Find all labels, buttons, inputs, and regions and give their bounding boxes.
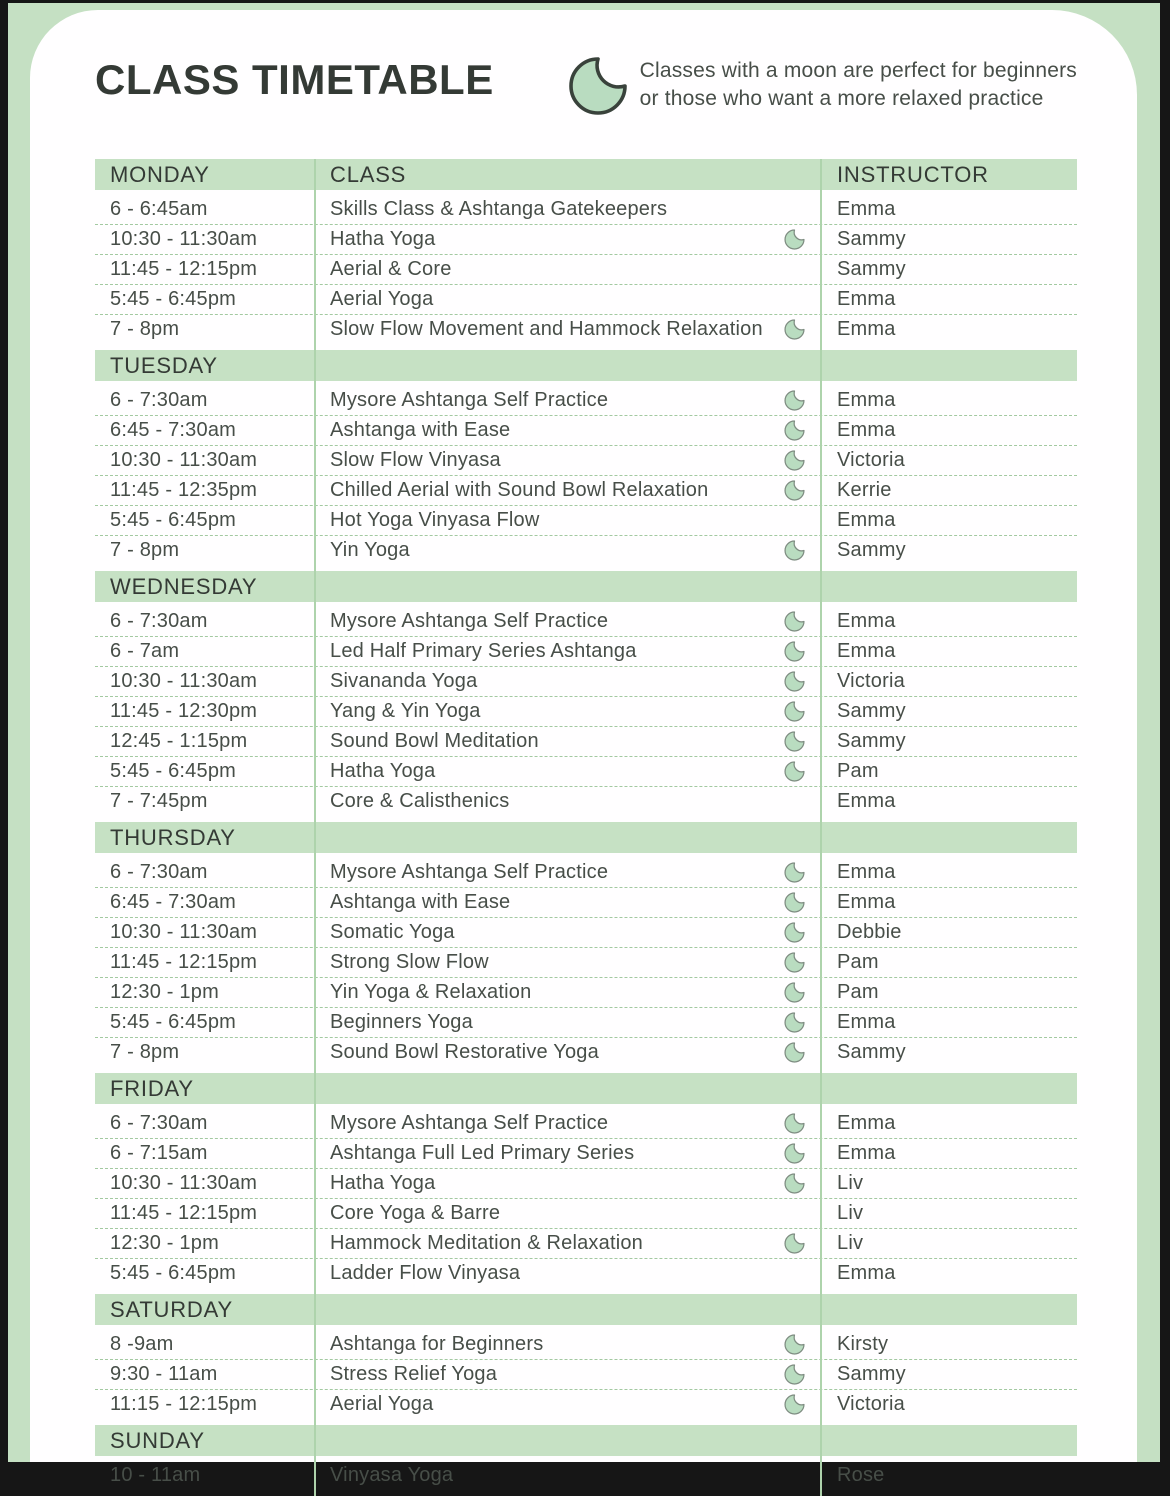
class-time: 11:45 - 12:15pm [110, 1202, 258, 1224]
class-time: 5:45 - 6:45pm [110, 288, 237, 310]
day-rows [95, 602, 1077, 822]
class-row [95, 1198, 1077, 1228]
class-row [95, 505, 1077, 535]
class-name: Hatha Yoga [330, 228, 436, 250]
instructor-name: Pam [837, 981, 879, 1003]
class-time: 10 - 11am [110, 1464, 201, 1486]
class-name: Aerial & Core [330, 258, 452, 280]
instructor-name: Sammy [837, 1363, 906, 1385]
class-name: Mysore Ashtanga Self Practice [330, 1112, 609, 1134]
class-row [95, 314, 1077, 344]
instructor-name: Emma [837, 419, 896, 441]
class-name: Sivananda Yoga [330, 670, 478, 692]
instructor-name: Emma [837, 1142, 896, 1164]
moon-icon [784, 952, 805, 973]
day-name: THURSDAY [110, 824, 236, 850]
moon-icon [784, 1173, 805, 1194]
moon-icon [784, 1143, 805, 1164]
legend-text [640, 55, 1077, 113]
instructor-column-header: INSTRUCTOR [837, 161, 989, 187]
class-time: 7 - 7:45pm [110, 790, 208, 812]
class-time: 11:45 - 12:15pm [110, 951, 258, 973]
class-row [95, 284, 1077, 314]
class-row [95, 415, 1077, 445]
class-time: 6 - 7:30am [110, 610, 208, 632]
moon-icon [784, 1042, 805, 1063]
class-time: 12:45 - 1:15pm [110, 730, 248, 752]
class-row [95, 947, 1077, 977]
moon-icon [784, 1394, 805, 1415]
class-name-cell [315, 228, 821, 251]
instructor-name: Emma [837, 1112, 896, 1134]
class-row [95, 254, 1077, 284]
class-name-cell [315, 640, 821, 663]
instructor-name: Liv [837, 1172, 864, 1194]
instructor-name: Victoria [837, 449, 905, 471]
class-name-cell [315, 1172, 821, 1195]
class-time: 7 - 8pm [110, 318, 180, 340]
class-name: Yin Yoga & Relaxation [330, 981, 532, 1003]
class-name: Aerial Yoga [330, 1393, 434, 1415]
class-time: 9:30 - 11am [110, 1363, 218, 1385]
moon-icon [784, 641, 805, 662]
class-time: 6 - 7:30am [110, 389, 208, 411]
class-time: 10:30 - 11:30am [110, 449, 258, 471]
page [8, 3, 1160, 1486]
class-name: Aerial Yoga [330, 288, 434, 310]
class-name: Ashtanga with Ease [330, 419, 511, 441]
class-row [95, 1258, 1077, 1288]
class-name-cell [315, 891, 821, 914]
moon-icon [784, 922, 805, 943]
moon-icon [784, 450, 805, 471]
class-name-cell [315, 700, 821, 723]
instructor-name: Emma [837, 288, 896, 310]
moon-icon [784, 319, 805, 340]
day-section [95, 350, 1077, 571]
class-row [95, 1461, 1077, 1490]
day-section [95, 1425, 1077, 1496]
class-name-cell [315, 1142, 821, 1165]
class-time: 6:45 - 7:30am [110, 891, 237, 913]
class-time: 10:30 - 11:30am [110, 1172, 258, 1194]
class-name-cell [315, 921, 821, 944]
class-row [95, 1138, 1077, 1168]
class-name: Sound Bowl Meditation [330, 730, 539, 752]
class-row [95, 1037, 1077, 1067]
class-row [95, 1168, 1077, 1198]
class-name: Stress Relief Yoga [330, 1363, 498, 1385]
class-name: Strong Slow Flow [330, 951, 489, 973]
class-time: 11:45 - 12:30pm [110, 700, 258, 722]
class-time: 10:30 - 11:30am [110, 228, 258, 250]
instructor-name: Sammy [837, 258, 906, 280]
class-name: Core Yoga & Barre [330, 1202, 501, 1224]
class-row [95, 445, 1077, 475]
moon-icon [784, 701, 805, 722]
class-row [95, 1389, 1077, 1419]
class-name: Ashtanga Full Led Primary Series [330, 1142, 635, 1164]
class-name: Led Half Primary Series Ashtanga [330, 640, 637, 662]
class-name-cell [315, 1333, 821, 1356]
moon-icon [784, 1012, 805, 1033]
class-name: Yang & Yin Yoga [330, 700, 481, 722]
class-time: 11:45 - 12:15pm [110, 258, 258, 280]
day-name: TUESDAY [110, 352, 218, 378]
day-rows [95, 1325, 1077, 1425]
class-name: Core & Calisthenics [330, 790, 510, 812]
class-name: Hot Yoga Vinyasa Flow [330, 509, 540, 531]
class-row [95, 858, 1077, 887]
moon-icon [784, 540, 805, 561]
class-name-cell [315, 760, 821, 783]
class-time: 6 - 6:45am [110, 198, 208, 220]
class-name-cell [315, 288, 821, 311]
class-name: Slow Flow Movement and Hammock Relaxation [330, 318, 763, 340]
class-row [95, 535, 1077, 565]
class-row [95, 386, 1077, 415]
class-name: Ashtanga for Beginners [330, 1333, 544, 1355]
day-header-row [95, 350, 1077, 381]
class-name-cell [315, 258, 821, 281]
class-name-cell [315, 1011, 821, 1034]
class-name: Yin Yoga [330, 539, 410, 561]
class-name: Hammock Meditation & Relaxation [330, 1232, 643, 1254]
instructor-name: Emma [837, 790, 896, 812]
class-row [95, 756, 1077, 786]
class-row [95, 726, 1077, 756]
instructor-name: Pam [837, 951, 879, 973]
class-row [95, 195, 1077, 224]
class-name: Mysore Ashtanga Self Practice [330, 610, 609, 632]
class-name-cell [315, 861, 821, 884]
class-column-header: CLASS [330, 161, 407, 187]
instructor-name: Emma [837, 1011, 896, 1033]
class-time: 7 - 8pm [110, 1041, 180, 1063]
moon-icon [784, 1334, 805, 1355]
class-name-cell [315, 1041, 821, 1064]
instructor-name: Emma [837, 891, 896, 913]
class-time: 6 - 7:30am [110, 1112, 208, 1134]
instructor-name: Emma [837, 861, 896, 883]
class-name: Skills Class & Ashtanga Gatekeepers [330, 198, 668, 220]
day-header-row [95, 822, 1077, 853]
class-name-cell [315, 790, 821, 813]
day-rows [95, 381, 1077, 571]
class-time: 12:30 - 1pm [110, 981, 219, 1003]
day-header-row [95, 1425, 1077, 1456]
legend [568, 55, 1077, 117]
day-name: WEDNESDAY [110, 573, 258, 599]
class-row [95, 977, 1077, 1007]
class-name: Mysore Ashtanga Self Practice [330, 861, 609, 883]
class-row [95, 696, 1077, 726]
instructor-name: Sammy [837, 1041, 906, 1063]
moon-icon [784, 480, 805, 501]
class-name: Beginners Yoga [330, 1011, 473, 1033]
class-name: Hatha Yoga [330, 760, 436, 782]
day-header-row [95, 159, 1077, 190]
class-name-cell [315, 198, 821, 221]
day-name: SATURDAY [110, 1296, 233, 1322]
day-rows [95, 1456, 1077, 1496]
class-name-cell [315, 509, 821, 532]
class-name: Mysore Ashtanga Self Practice [330, 389, 609, 411]
class-name-cell [315, 449, 821, 472]
class-row [95, 1109, 1077, 1138]
class-name-cell [315, 479, 821, 502]
day-header-row [95, 1294, 1077, 1325]
class-time: 7 - 8pm [110, 539, 180, 561]
class-name-cell [315, 1393, 821, 1416]
class-name: Somatic Yoga [330, 921, 455, 943]
class-row [95, 917, 1077, 947]
class-name-cell [315, 539, 821, 562]
class-time: 10:30 - 11:30am [110, 921, 258, 943]
class-name: Ashtanga with Ease [330, 891, 511, 913]
class-name: Slow Flow Vinyasa [330, 449, 501, 471]
class-name-cell [315, 1464, 821, 1487]
class-name-cell [315, 951, 821, 974]
day-name: MONDAY [110, 161, 210, 187]
class-time: 10:30 - 11:30am [110, 670, 258, 692]
moon-icon [568, 55, 628, 117]
class-name: Chilled Aerial with Sound Bowl Relaxation [330, 479, 709, 501]
header [95, 55, 1077, 132]
class-time: 6:45 - 7:30am [110, 419, 237, 441]
instructor-name: Victoria [837, 1393, 905, 1415]
class-name-cell [315, 1363, 821, 1386]
class-row [95, 1228, 1077, 1258]
class-name: Sound Bowl Restorative Yoga [330, 1041, 599, 1063]
day-section [95, 1073, 1077, 1294]
class-time: 11:45 - 12:35pm [110, 479, 258, 501]
day-section [95, 822, 1077, 1073]
instructor-name: Sammy [837, 700, 906, 722]
timetable [95, 159, 1077, 1496]
class-name-cell [315, 419, 821, 442]
instructor-name: Sammy [837, 730, 906, 752]
day-name: SUNDAY [110, 1427, 205, 1453]
day-section [95, 159, 1077, 350]
day-rows [95, 190, 1077, 350]
instructor-name: Liv [837, 1232, 864, 1254]
class-time: 5:45 - 6:45pm [110, 760, 237, 782]
class-name-cell [315, 1262, 821, 1285]
day-header-row [95, 571, 1077, 602]
instructor-name: Pam [837, 760, 879, 782]
moon-icon [784, 1233, 805, 1254]
legend-line1: Classes with a moon are perfect for beginners [639, 59, 1077, 82]
instructor-name: Kerrie [837, 479, 892, 501]
moon-icon [784, 982, 805, 1003]
instructor-name: Sammy [837, 228, 906, 250]
class-row [95, 786, 1077, 816]
instructor-name: Liv [837, 1202, 864, 1224]
instructor-name: Emma [837, 1262, 896, 1284]
legend-line2: or those who want a more relaxed practice [639, 87, 1044, 110]
moon-icon [784, 892, 805, 913]
class-row [95, 1359, 1077, 1389]
day-rows [95, 853, 1077, 1073]
class-row [95, 224, 1077, 254]
class-time: 5:45 - 6:45pm [110, 509, 237, 531]
class-name-cell [315, 730, 821, 753]
moon-icon [784, 1364, 805, 1385]
class-name-cell [315, 1112, 821, 1135]
class-name-cell [315, 610, 821, 633]
instructor-name: Emma [837, 198, 896, 220]
moon-icon [784, 1113, 805, 1134]
class-row [95, 636, 1077, 666]
class-time: 12:30 - 1pm [110, 1232, 219, 1254]
page-title: CLASS TIMETABLE [95, 56, 494, 103]
class-time: 6 - 7am [110, 640, 180, 662]
class-row [95, 1330, 1077, 1359]
day-header-row [95, 1073, 1077, 1104]
instructor-name: Emma [837, 389, 896, 411]
class-time: 5:45 - 6:45pm [110, 1262, 237, 1284]
moon-icon [784, 229, 805, 250]
day-section [95, 571, 1077, 822]
moon-icon [784, 731, 805, 752]
class-row [95, 666, 1077, 696]
class-name: Ladder Flow Vinyasa [330, 1262, 521, 1284]
moon-icon [784, 671, 805, 692]
class-row [95, 1007, 1077, 1037]
instructor-name: Emma [837, 640, 896, 662]
class-time: 6 - 7:30am [110, 861, 208, 883]
class-name-cell [315, 1202, 821, 1225]
instructor-name: Rose [837, 1464, 885, 1486]
moon-icon [784, 390, 805, 411]
column-divider-1 [314, 159, 316, 1496]
day-section [95, 1294, 1077, 1425]
class-row [95, 887, 1077, 917]
class-name-cell [315, 1232, 821, 1255]
class-time: 8 -9am [110, 1333, 174, 1355]
instructor-name: Kirsty [837, 1333, 889, 1355]
moon-icon [784, 862, 805, 883]
moon-icon [784, 611, 805, 632]
day-name: FRIDAY [110, 1075, 194, 1101]
timetable-card [30, 10, 1137, 1486]
class-name: Hatha Yoga [330, 1172, 436, 1194]
moon-icon [784, 761, 805, 782]
class-row [95, 607, 1077, 636]
instructor-name: Emma [837, 610, 896, 632]
class-name-cell [315, 389, 821, 412]
class-row [95, 475, 1077, 505]
class-name-cell [315, 670, 821, 693]
instructor-name: Debbie [837, 921, 902, 943]
class-name: Vinyasa Yoga [330, 1464, 454, 1486]
class-name-cell [315, 981, 821, 1004]
class-name-cell [315, 318, 821, 341]
column-divider-2 [820, 159, 822, 1496]
instructor-name: Emma [837, 318, 896, 340]
class-time: 6 - 7:15am [110, 1142, 208, 1164]
class-time: 5:45 - 6:45pm [110, 1011, 237, 1033]
instructor-name: Victoria [837, 670, 905, 692]
timetable-sections [95, 159, 1077, 1496]
instructor-name: Emma [837, 509, 896, 531]
class-time: 11:15 - 12:15pm [110, 1393, 258, 1415]
day-rows [95, 1104, 1077, 1294]
instructor-name: Sammy [837, 539, 906, 561]
moon-icon [784, 420, 805, 441]
